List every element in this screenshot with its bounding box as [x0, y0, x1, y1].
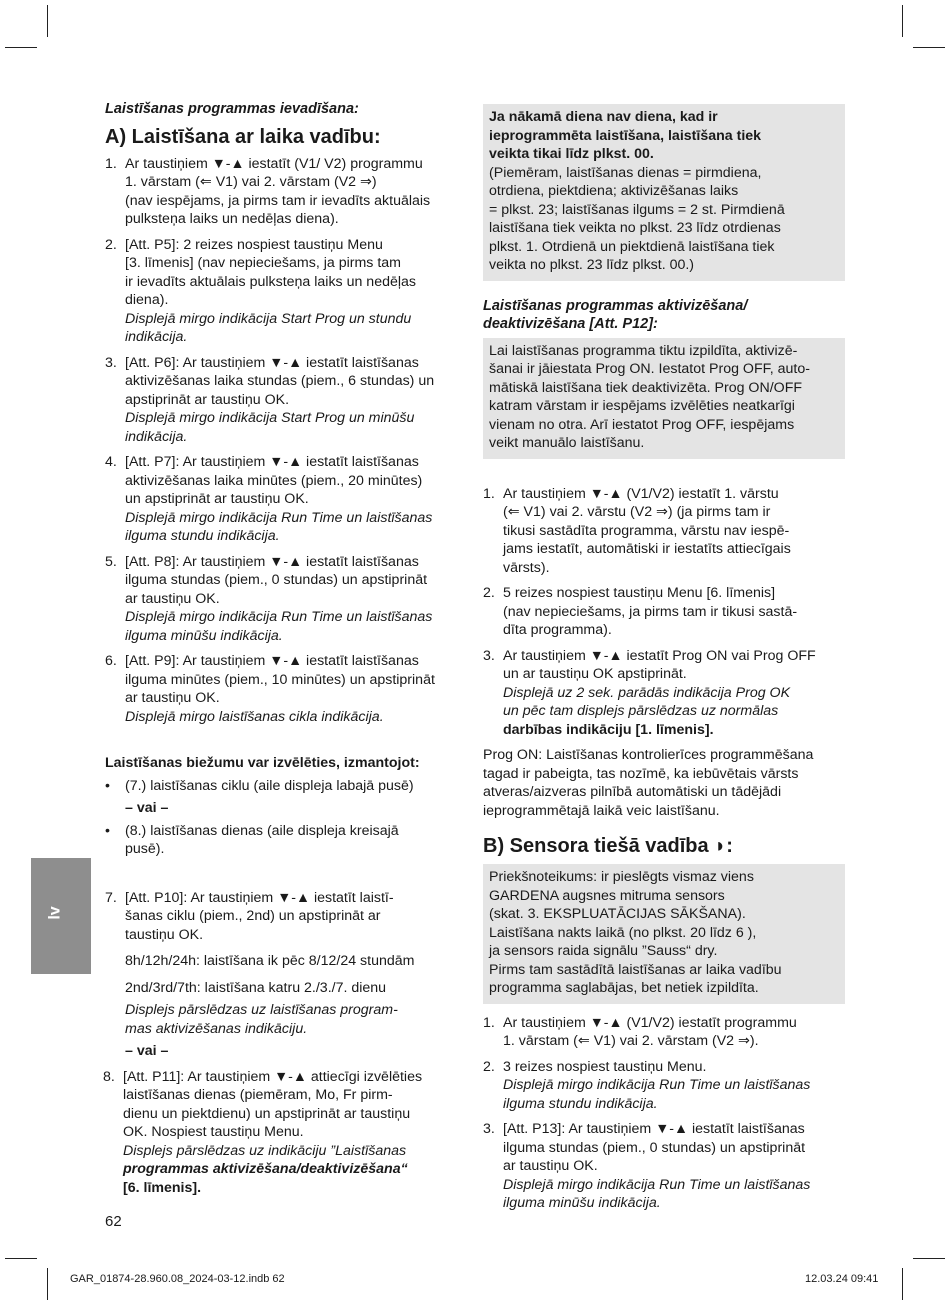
step-line: diena). — [125, 292, 169, 308]
step-line: (⇐ V1) vai 2. vārstu (V2 ⇒) (ja pirms tam ir — [503, 504, 771, 520]
step-line: 3 reizes nospiest taustiņu Menu. — [503, 1058, 707, 1075]
list-item — [105, 553, 470, 646]
bullet-icon: • — [105, 822, 110, 839]
list-item — [483, 1058, 845, 1114]
info-box — [483, 338, 845, 459]
info-line: vienam no otra. Arī iestatot Prog OFF, iespējams — [489, 416, 795, 433]
step-line: [3. līmenis] (nav nepieciešams, ja pirms tam — [125, 255, 401, 271]
cycle-option: 2nd/3rd/7th: laistīšana katru 2./3./7. dienu — [125, 979, 387, 996]
step-line: jams iestatīt, automātiski ir iestatīts attiecīgais — [503, 541, 791, 557]
note-line: plkst. 1. Otrdienā un piektdienā laistīšana tiek — [489, 238, 775, 255]
display-note: Displejā mirgo indikācija Run Time un laistīšanas — [125, 609, 433, 625]
step-line: 1. vārstam (⇐ V1) vai 2. vārstam (V2 ⇒) — [125, 174, 377, 190]
display-note: indikācija. — [125, 329, 188, 345]
step-line: laistīšanas dienas (piemēram, Mo, Fr pirm- — [123, 1087, 393, 1103]
list-item — [103, 1068, 470, 1198]
note-line: = plkst. 23; laistīšanas ilgums = 2 st. Pirmdienā — [489, 201, 785, 218]
or-separator: – vai – — [125, 1043, 169, 1059]
step-line: ar taustiņu OK. — [503, 1158, 598, 1174]
display-note: Displejā uz 2 sek. parādās indikācija Prog OK — [503, 684, 791, 701]
display-note: darbības indikāciju [1. līmenis]. — [503, 721, 714, 738]
step-line: [Att. P10]: Ar taustiņiem ▼-▲ iestatīt laistī- — [125, 889, 394, 906]
info-line: Laistīšana nakts laikā (no plkst. 20 līdz 6 ), — [489, 924, 757, 941]
step-line: Ar taustiņiem ▼-▲ (V1/V2) iestatīt 1. vārstu — [503, 485, 779, 502]
info-line: programma saglabājas, bet netiek izpildīta. — [489, 980, 759, 996]
step-line: [Att. P5]: 2 reizes nospiest taustiņu Menu — [125, 236, 383, 253]
left-column — [105, 100, 470, 1204]
step-number: 6. — [105, 653, 117, 669]
step-line: (nav iespējams, ja pirms tam ir ievadīts aktuālais — [125, 192, 431, 209]
step-line: un apstiprināt ar taustiņu OK. — [125, 491, 309, 507]
step-line: Ar taustiņiem ▼-▲ (V1/V2) iestatīt programmu — [503, 1014, 797, 1031]
display-note: mas aktivizēšanas indikāciju. — [125, 1020, 308, 1037]
step-number: 2. — [105, 236, 117, 253]
bullet-text: (8.) laistīšanas dienas (aile displeja kreisajā — [125, 822, 399, 839]
footer-datetime: 12.03.24 09:41 — [805, 1273, 879, 1285]
step-number: 1. — [105, 155, 117, 172]
list-item — [105, 354, 470, 447]
step-line: aktivizēšanas laika minūtes (piem., 20 minūtes) — [125, 472, 423, 489]
step-line: ar taustiņu OK. — [125, 690, 220, 706]
section-subheading: Laistīšanas programmas ievadīšana: — [105, 101, 359, 117]
info-line: katram vārstam ir iespējams izvēlēties neatkarīgi — [489, 398, 795, 414]
prog-on-paragraph — [483, 746, 845, 820]
list-item — [483, 1014, 845, 1051]
list-item — [105, 889, 470, 1061]
step-number: 4. — [105, 454, 117, 470]
step-line: [Att. P7]: Ar taustiņiem ▼-▲ iestatīt laistīšanas — [125, 454, 419, 470]
step-line: (nav nepieciešams, ja pirms tam ir tikusi sastā- — [503, 603, 798, 620]
cycle-option: 8h/12h/24h: laistīšana ik pēc 8/12/24 stundām — [125, 953, 415, 969]
step-number: 7. — [105, 889, 117, 906]
display-note: Displejā mirgo indikācija Run Time un laistīšanas — [503, 1077, 811, 1093]
step-number: 2. — [483, 1058, 495, 1075]
step-line: [Att. P6]: Ar taustiņiem ▼-▲ iestatīt laistīšanas — [125, 354, 419, 371]
list-item — [483, 485, 845, 578]
step-line: [Att. P13]: Ar taustiņiem ▼-▲ iestatīt laistīšanas — [503, 1121, 805, 1137]
crop-mark — [902, 5, 903, 37]
note-line: veikta no plkst. 23 līdz plkst. 00.) — [489, 257, 695, 273]
display-note: ilguma stundu indikācija. — [125, 528, 280, 544]
info-line: (skat. 3. EKSPLUATĀCIJAS SĀKŠANA). — [489, 906, 746, 922]
step-line: pulksteņa laiks un nedēļas diena). — [125, 211, 339, 227]
step-line: šanas ciklu (piem., 2nd) un apstiprināt ar — [125, 908, 381, 924]
step-line: dienu un piektdienu) un apstiprināt ar taustiņu — [123, 1105, 411, 1122]
list-item — [105, 236, 470, 347]
crop-mark — [47, 5, 48, 37]
step-number: 1. — [483, 485, 495, 502]
step-line: taustiņu OK. — [125, 926, 204, 943]
step-line: [Att. P8]: Ar taustiņiem ▼-▲ iestatīt laistīšanas — [125, 553, 419, 570]
list-item — [105, 155, 470, 229]
crop-mark — [913, 1258, 945, 1259]
step-list — [483, 1014, 845, 1213]
display-note: Displejā mirgo laistīšanas cikla indikācija. — [125, 708, 384, 725]
or-separator: – vai – — [125, 800, 169, 816]
step-number: 1. — [483, 1014, 495, 1031]
step-line: tikusi sastādīta programma, vārstu nav iespē- — [503, 522, 790, 539]
prerequisite-box — [483, 864, 845, 1004]
list-item — [105, 453, 470, 546]
footer-file-info: GAR_01874-28.960.08_2024-03-12.indb 62 — [70, 1273, 285, 1285]
bullet-icon: • — [105, 777, 110, 794]
step-line: [Att. P9]: Ar taustiņiem ▼-▲ iestatīt laistīšanas — [125, 653, 419, 669]
info-line: šanai ir jāiestata Prog ON. Iestatot Prog OFF, auto- — [489, 361, 810, 377]
crop-mark — [902, 1268, 903, 1300]
step-line: dīta programma). — [503, 622, 612, 638]
right-column — [483, 104, 845, 1220]
subheading-line: Laistīšanas programmas aktivizēšana/ — [483, 297, 748, 314]
list-item — [105, 652, 470, 726]
display-note: programmas aktivizēšana/deaktivizēšana“ — [123, 1161, 408, 1177]
display-note: Displejs pārslēdzas uz laistīšanas program- — [125, 1002, 398, 1018]
section-heading-a: A) Laistīšana ar laika vadību: — [105, 125, 381, 148]
step-line: OK. Nospiest taustiņu Menu. — [123, 1124, 304, 1140]
display-note: ilguma minūšu indikācija. — [503, 1195, 661, 1211]
crop-mark — [913, 47, 945, 48]
paragraph-line: tagad ir pabeigta, tas nozīmē, ka iebūvētais vārsts — [483, 765, 799, 782]
step-number: 3. — [483, 647, 495, 664]
crop-mark — [47, 1268, 48, 1300]
info-line: veikt manuālo laistīšanu. — [489, 435, 645, 451]
info-line: Pirms tam sastādītā laistīšanas ar laika vadību — [489, 961, 782, 978]
crop-mark — [5, 1258, 37, 1259]
list-item — [105, 777, 470, 796]
step-line: Ar taustiņiem ▼-▲ iestatīt (V1/ V2) programmu — [125, 155, 423, 172]
step-number: 5. — [105, 553, 117, 570]
step-line: ilguma stundas (piem., 0 stundas) un apstiprināt — [503, 1139, 806, 1156]
section-heading-b: B) Sensora tiešā vadība ◗: — [483, 835, 733, 857]
note-line: veikta tikai līdz plkst. 00. — [489, 146, 654, 162]
note-line: Ja nākamā diena nav diena, kad ir — [489, 109, 718, 125]
step-line: ilguma stundas (piem., 0 stundas) un apstiprināt — [125, 572, 428, 588]
display-note: ilguma minūšu indikācija. — [125, 627, 283, 644]
display-note: Displejā mirgo indikācija Run Time un laistīšanas — [503, 1176, 811, 1193]
display-note: un pēc tam displejs pārslēdzas uz normālas — [503, 703, 779, 719]
paragraph-line: Prog ON: Laistīšanas kontrolierīces programmēšana — [483, 747, 814, 763]
language-tab-label: lv — [46, 906, 64, 920]
list-item — [483, 584, 845, 640]
paragraph-line: atveras/aizveras pilnībā automātiski un tādējādi — [483, 784, 782, 800]
crop-mark — [5, 47, 37, 48]
step-line: apstiprināt ar taustiņu OK. — [125, 391, 290, 408]
note-line: ieprogrammēta laistīšana, laistīšana tiek — [489, 127, 762, 144]
display-note: [6. līmenis]. — [123, 1179, 202, 1196]
page-number: 62 — [105, 1213, 122, 1230]
display-note: indikācija. — [125, 428, 188, 445]
display-note: ilguma stundu indikācija. — [503, 1095, 658, 1112]
step-list — [483, 485, 845, 740]
info-line: Priekšnoteikums: ir pieslēgts vismaz viens — [489, 869, 754, 885]
display-note: Displejs pārslēdzas uz indikāciju ”Laistīšanas — [123, 1142, 407, 1159]
step-line: ir ievadīts aktuālais pulksteņa laiks un nedēļas — [125, 273, 417, 290]
subheading-line: deaktivizēšana [Att. P12]: — [483, 316, 658, 332]
note-box — [483, 104, 845, 281]
bullet-text: pusē). — [125, 841, 165, 857]
note-line: (Piemēram, laistīšanas dienas = pirmdiena, — [489, 164, 762, 181]
step-line: Ar taustiņiem ▼-▲ iestatīt Prog ON vai Prog OFF — [503, 647, 816, 664]
paragraph-line: ieprogrammētajā laikā veic laistīšanu. — [483, 802, 720, 819]
step-line: 5 reizes nospiest taustiņu Menu [6. līmenis] — [503, 585, 776, 601]
list-item — [105, 822, 470, 859]
list-item — [483, 1120, 845, 1213]
bullet-text: (7.) laistīšanas ciklu (aile displeja labajā pusē) — [125, 777, 414, 794]
display-note: Displejā mirgo indikācija Start Prog un stundu — [125, 310, 412, 327]
info-line: GARDENA augsnes mitruma sensors — [489, 887, 725, 904]
step-number: 3. — [483, 1121, 495, 1137]
note-line: laistīšana tiek veikta no plkst. 23 līdz otrdienas — [489, 220, 781, 236]
step-line: vārsts). — [503, 559, 550, 576]
step-line: [Att. P11]: Ar taustiņiem ▼-▲ attiecīgi izvēlēties — [123, 1068, 423, 1085]
step-number: 8. — [103, 1068, 115, 1085]
info-line: mātiskā laistīšana tiek deaktivizēta. Prog ON/OFF — [489, 379, 803, 396]
note-line: otrdiena, piektdiena; aktivizēšanas laiks — [489, 183, 739, 199]
step-line: aktivizēšanas laika stundas (piem., 6 stundas) un — [125, 373, 435, 389]
section-subheading — [483, 297, 845, 334]
step-line: un ar taustiņu OK apstiprināt. — [503, 666, 687, 682]
info-line: ja sensors raida signālu ”Sauss“ dry. — [489, 943, 718, 959]
step-line: ar taustiņu OK. — [125, 590, 220, 607]
info-line: Lai laistīšanas programma tiktu izpildīta, aktivizē- — [489, 342, 798, 359]
frequency-heading: Laistīšanas biežumu var izvēlēties, izmantojot: — [105, 755, 420, 771]
step-number: 3. — [105, 354, 117, 371]
list-item — [483, 647, 845, 740]
step-line: ilguma minūtes (piem., 10 minūtes) un apstiprināt — [125, 671, 435, 688]
language-tab — [31, 858, 91, 974]
display-note: Displejā mirgo indikācija Start Prog un minūšu — [125, 410, 415, 426]
step-list — [105, 155, 470, 727]
step-line: 1. vārstam (⇐ V1) vai 2. vārstam (V2 ⇒). — [503, 1033, 759, 1049]
display-note: Displejā mirgo indikācija Run Time un laistīšanas — [125, 509, 433, 526]
step-number: 2. — [483, 585, 495, 601]
